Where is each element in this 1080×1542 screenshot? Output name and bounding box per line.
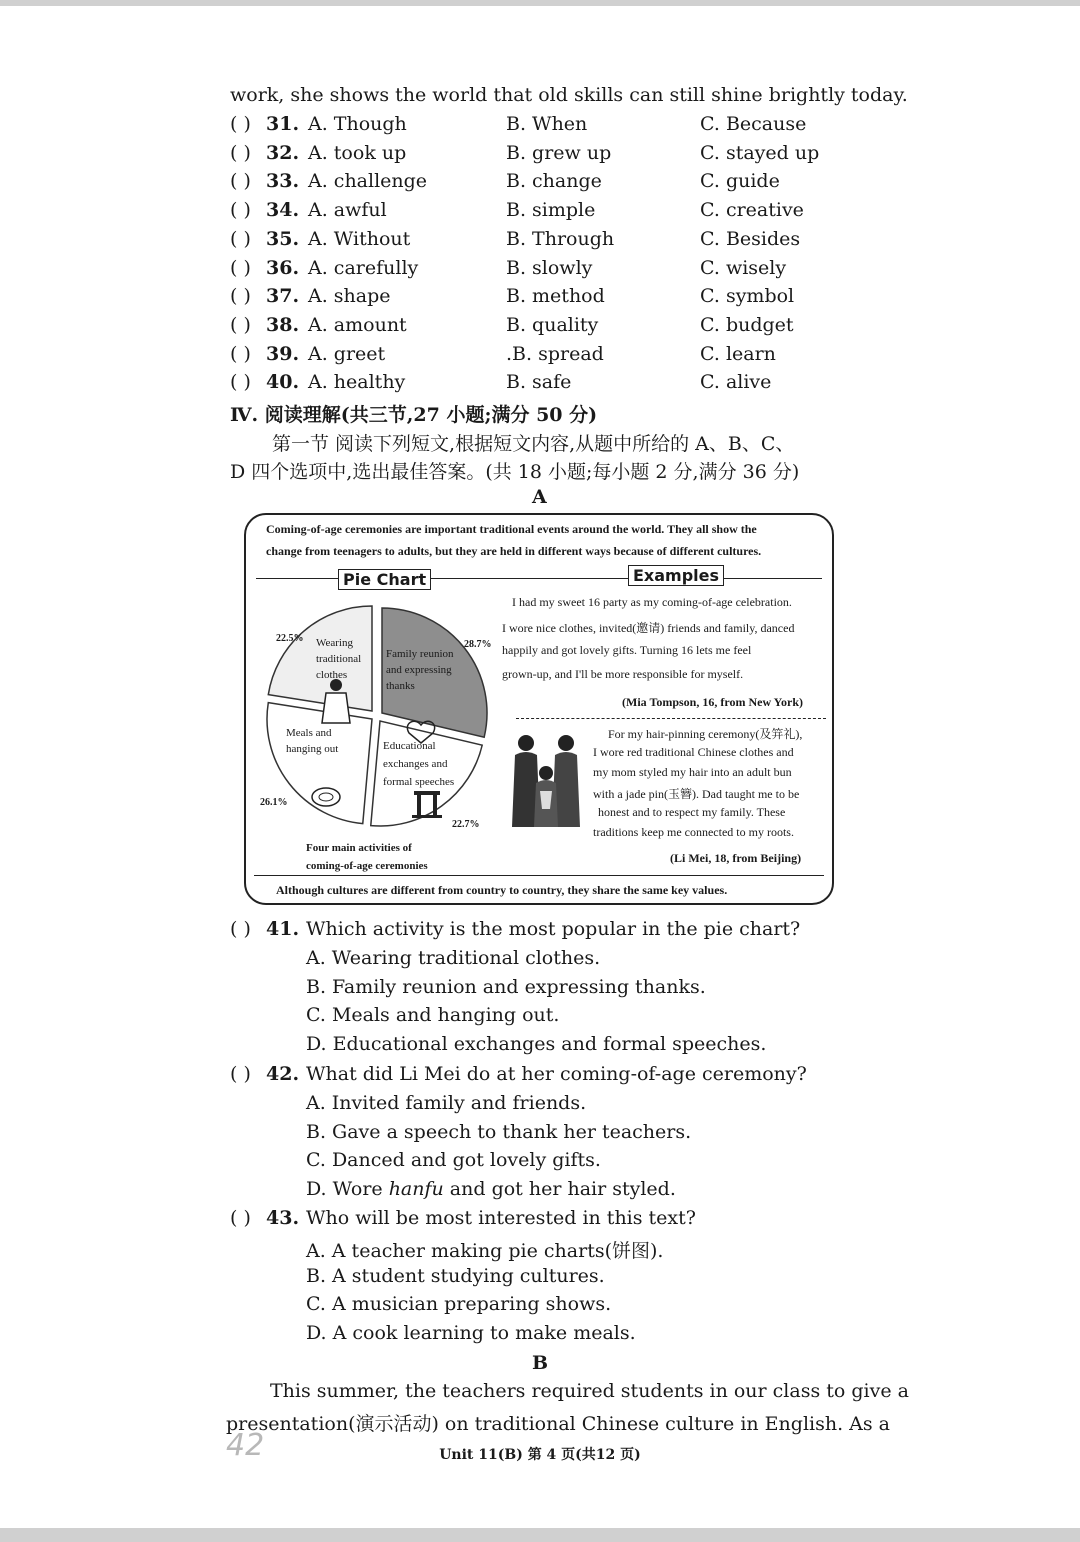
li-line-6: traditions keep me connected to my roots. [593,825,794,839]
pct-wearing: 22.5% [276,633,304,644]
top-edge [0,0,1080,6]
cloze-question [0,285,1080,313]
page-number: 42 [226,1428,265,1463]
option-c: C. Besides [700,227,801,250]
option-c: C. learn [700,342,776,365]
option-a: A. awful [308,199,387,222]
option-c: C. Because [700,113,807,135]
option-a: A. amount [308,313,407,336]
li-line-3: my mom styled my hair into an adult bun [593,765,792,779]
cloze-question [0,257,1080,285]
answer-option: D. A cook learning to make meals. [306,1322,636,1345]
option-b: B. Through [506,227,615,250]
answer-option [306,1178,676,1200]
answer-blank[interactable]: ( ) [230,113,251,135]
li-line-1: For my hair-pinning ceremony(及笄礼), [608,727,803,741]
slice-label-education: Educational exchanges and formal speeches [383,740,455,788]
slice-label-family: Family reunion and expressing thanks [386,648,454,692]
answer-option: C. Meals and hanging out. [306,1004,560,1027]
li-line-4: with a jade pin(玉簪). Dad taught me to be [593,787,800,801]
answer-option: B. Gave a speech to thank her teachers. [306,1120,692,1143]
option-text: D. Wore [306,1178,389,1201]
question-stem-row [0,1207,1080,1235]
option-c: C. guide [700,170,780,193]
meal-plate-icon [312,788,340,806]
option-b: B. grew up [506,141,612,164]
cloze-question [0,170,1080,198]
question-number: 41. [266,918,300,940]
passage-a-label: A [532,486,547,508]
li-line-2: I wore red traditional Chinese clothes and [593,745,794,759]
passage-b-line-1: This summer, the teachers required students in our class to give a [270,1380,909,1402]
question-stem-row [0,918,1080,946]
section-instructions-1: 第一节 阅读下列短文,根据短文内容,从题中所给的 A、B、C、 [272,433,795,455]
cloze-question [0,113,1080,141]
answer-blank[interactable]: ( ) [230,285,251,308]
cloze-question [0,314,1080,342]
answer-blank[interactable]: ( ) [230,918,251,940]
cloze-question [0,228,1080,256]
option-c: C. stayed up [700,141,820,164]
question-number: 34. [266,199,300,222]
question-stem-row [0,1063,1080,1091]
option-a: A. shape [308,285,391,308]
option-c: C. creative [700,199,804,222]
answer-option: C. A musician preparing shows. [306,1293,612,1316]
slice-label-wearing: Wearing traditional clothes [316,637,362,681]
question-stem: What did Li Mei do at her coming-of-age ceremony? [306,1063,807,1085]
option-b: B. change [506,170,602,193]
dashed-divider [516,718,826,719]
question-number: 43. [266,1207,300,1229]
option-b: B. quality [506,313,599,336]
question-number: 37. [266,285,300,308]
answer-blank[interactable]: ( ) [230,199,251,222]
answer-option: B. Family reunion and expressing thanks. [306,975,706,998]
answer-blank[interactable]: ( ) [230,170,251,193]
section-instructions-2: D 四个选项中,选出最佳答案。(共 18 小题;每小题 2 分,满分 36 分) [230,461,800,483]
cloze-question [0,343,1080,371]
mia-line-4: grown-up, and I'll be more responsible for myself. [502,667,744,681]
question-number: 31. [266,113,300,135]
pct-family: 28.7% [464,639,492,650]
pct-education: 22.7% [452,819,480,830]
page-footer: Unit 11(B) 第 4 页(共12 页) [439,1447,641,1463]
option-c: C. wisely [700,256,787,279]
option-c: C. symbol [700,285,795,308]
bottom-divider [254,875,824,876]
pie-caption: Four main activities of coming-of-age ceremonies [306,842,428,872]
li-signature: (Li Mei, 18, from Beijing) [670,851,802,865]
option-a: A. Without [308,227,411,250]
answer-option: B. A student studying cultures. [306,1264,605,1287]
option-b: .B. spread [506,342,604,365]
mia-line-1: I had my sweet 16 party as my coming-of-age celebration. [512,595,792,609]
passage-b-label: B [532,1352,549,1374]
question-number: 35. [266,227,300,250]
option-italic-term: hanfu [388,1178,444,1201]
option-a: A. greet [308,342,386,365]
option-a: A. took up [308,141,407,164]
pct-meals: 26.1% [260,797,288,808]
hair-pinning-ceremony-illustration [510,729,582,829]
cloze-question [0,199,1080,227]
option-a: A. carefully [308,256,419,279]
answer-blank[interactable]: ( ) [230,256,251,279]
passage-b-line-2: presentation(演示活动) on traditional Chinese culture in English. As a [226,1413,891,1435]
slice-label-meals: Meals and hanging out [286,727,339,755]
question-stem: Who will be most interested in this text? [306,1207,696,1229]
answer-blank[interactable]: ( ) [230,227,251,250]
pie-chart-tag: Pie Chart [338,569,431,590]
mia-line-3: happily and got lovely gifts. Turning 16 lets me feel [502,643,752,657]
answer-option: A. A teacher making pie charts(饼图). [306,1239,664,1262]
question-number: 36. [266,256,300,279]
question-number: 38. [266,313,300,336]
mia-signature: (Mia Tompson, 16, from New York) [622,695,804,709]
option-b: B. safe [506,371,572,394]
answer-option: D. Educational exchanges and formal speeches. [306,1033,767,1056]
answer-blank[interactable]: ( ) [230,313,251,336]
option-b: B. slowly [506,256,593,279]
answer-blank[interactable]: ( ) [230,371,251,394]
box-intro-1: Coming-of-age ceremonies are important traditional events around the world. They all show the [266,522,757,536]
section-title: Ⅳ. 阅读理解(共三节,27 小题;满分 50 分) [230,404,598,426]
box-intro-2: change from teenagers to adults, but they are held in different ways because of different cultures. [266,544,762,558]
option-a: A. healthy [308,371,406,394]
cloze-question [0,142,1080,170]
answer-blank[interactable]: ( ) [230,1063,251,1085]
option-b: B. simple [506,199,596,222]
cloze-question [0,371,1080,399]
question-number: 33. [266,170,300,193]
option-c: C. alive [700,371,772,394]
bottom-edge [0,1528,1080,1542]
option-a: A. challenge [308,170,428,193]
question-number: 39. [266,342,300,365]
answer-option: A. Invited family and friends. [306,1091,587,1114]
option-c: C. budget [700,313,794,336]
answer-blank[interactable]: ( ) [230,141,251,164]
question-stem: Which activity is the most popular in the pie chart? [306,918,801,940]
box-closing: Although cultures are different from country to country, they share the same key values. [276,883,728,897]
option-a: A. Though [308,113,407,135]
option-text: and got her hair styled. [443,1178,676,1201]
question-number: 42. [266,1063,300,1085]
intro-line: work, she shows the world that old skills can still shine brightly today. [230,84,908,106]
answer-option: C. Danced and got lovely gifts. [306,1149,601,1172]
li-line-5: honest and to respect my family. These [598,805,786,819]
option-b: B. method [506,285,605,308]
answer-blank[interactable]: ( ) [230,342,251,365]
passage-a-box [244,513,834,905]
answer-blank[interactable]: ( ) [230,1207,251,1229]
answer-option: A. Wearing traditional clothes. [306,946,601,969]
examples-tag: Examples [628,565,724,586]
question-number: 40. [266,371,300,394]
mia-line-2: I wore nice clothes, invited(邀请) friends and family, danced [502,621,795,635]
question-number: 32. [266,141,300,164]
option-b: B. When [506,113,588,135]
